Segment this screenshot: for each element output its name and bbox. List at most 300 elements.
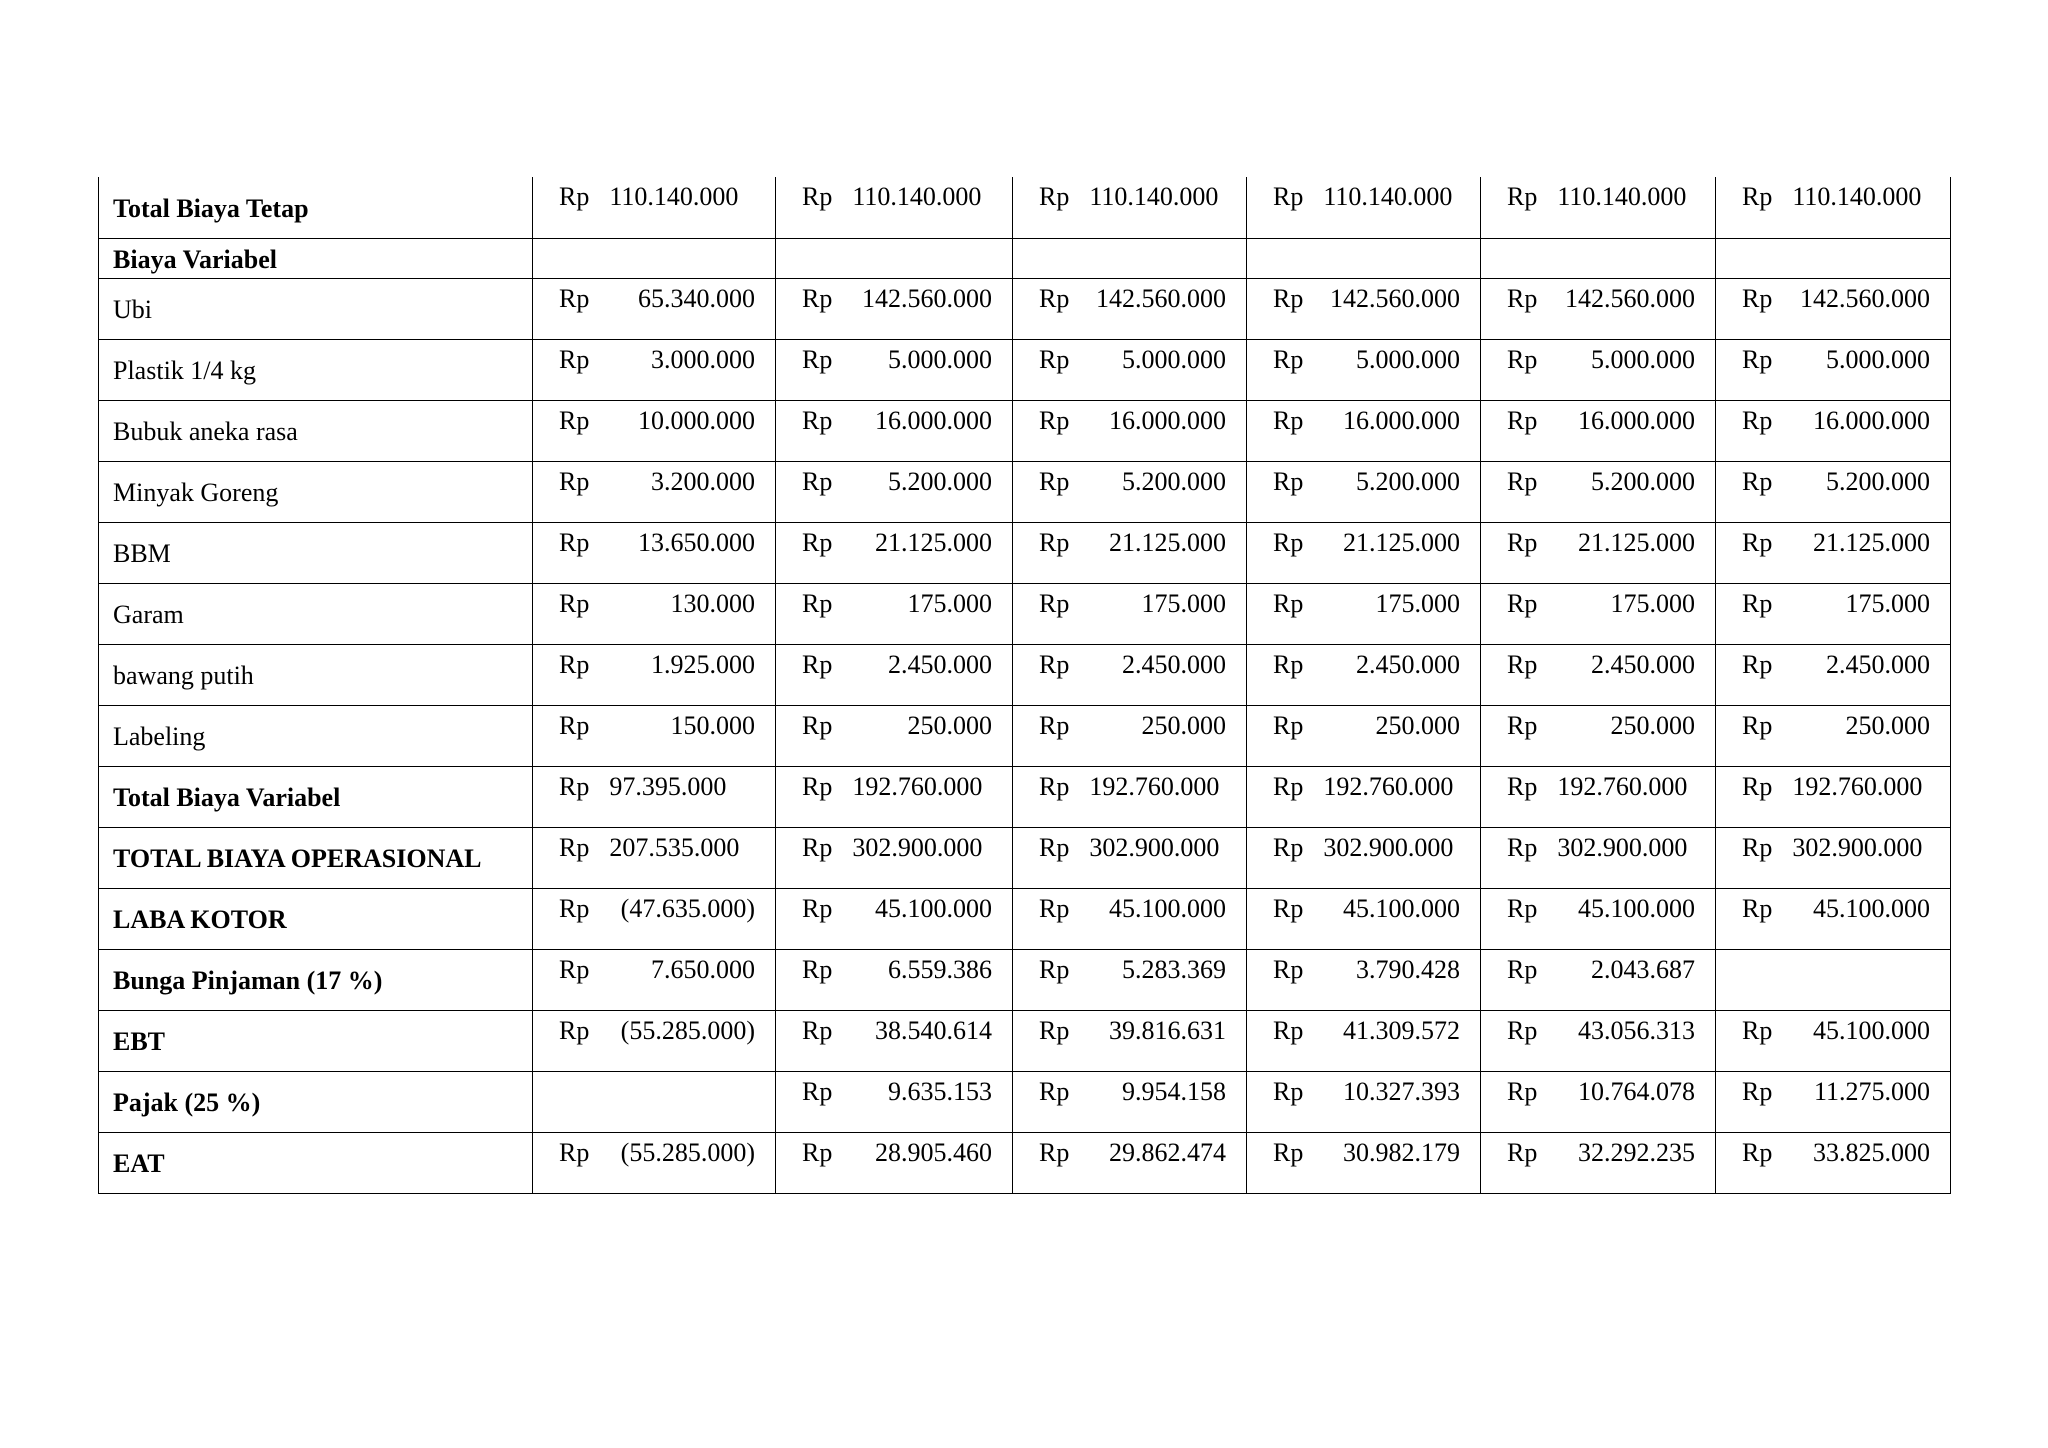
money-value xyxy=(1013,279,1246,312)
money-value xyxy=(1247,279,1480,312)
value-cell xyxy=(1481,400,1716,461)
currency-prefix: Rp xyxy=(1507,283,1538,313)
money-value xyxy=(1481,279,1715,312)
table-row xyxy=(99,705,1951,766)
money-value xyxy=(1013,645,1246,678)
currency-prefix: Rp xyxy=(802,649,833,679)
amount: 10.764.078 xyxy=(1578,1076,1695,1106)
money-value xyxy=(1247,889,1480,922)
money-value xyxy=(1716,828,1950,861)
amount: 110.140.000 xyxy=(852,182,982,211)
value-cell xyxy=(1481,1010,1716,1071)
money-value xyxy=(1481,706,1715,739)
row-label: Total Biaya Variabel xyxy=(99,766,533,827)
currency-prefix: Rp xyxy=(559,588,590,618)
amount: 5.000.000 xyxy=(1826,344,1930,374)
amount: 175.000 xyxy=(1845,588,1930,618)
amount: 28.905.460 xyxy=(875,1137,992,1167)
money-value xyxy=(1716,279,1950,312)
value-cell xyxy=(533,827,776,888)
currency-prefix: Rp xyxy=(1742,1076,1773,1106)
row-label: Bubuk aneka rasa xyxy=(99,400,533,461)
money-value xyxy=(1481,645,1715,678)
value-cell xyxy=(1481,339,1716,400)
amount: 2.450.000 xyxy=(888,649,992,679)
value-cell xyxy=(1013,522,1247,583)
value-cell xyxy=(1481,238,1716,278)
row-label: LABA KOTOR xyxy=(99,888,533,949)
money-value xyxy=(533,462,775,495)
money-value xyxy=(1247,177,1480,210)
value-cell xyxy=(1247,644,1481,705)
currency-prefix: Rp xyxy=(1273,1137,1304,1167)
value-cell xyxy=(1481,177,1716,238)
amount: 192.760.000 xyxy=(1323,771,1454,801)
currency-prefix: Rp xyxy=(802,405,833,435)
value-cell xyxy=(1013,949,1247,1010)
currency-prefix: Rp xyxy=(1742,283,1773,313)
amount: 207.535.000 xyxy=(609,832,740,862)
money-value xyxy=(1013,1072,1246,1105)
value-cell xyxy=(533,1132,776,1193)
amount: 250.000 xyxy=(1141,710,1226,740)
currency-prefix: Rp xyxy=(559,1015,590,1045)
money-value xyxy=(533,1133,775,1166)
value-cell xyxy=(1013,827,1247,888)
table-row xyxy=(99,177,1951,238)
row-label: Labeling xyxy=(99,705,533,766)
row-label: EBT xyxy=(99,1010,533,1071)
money-value xyxy=(1247,645,1480,678)
table-row xyxy=(99,1010,1951,1071)
currency-prefix: Rp xyxy=(1039,283,1070,313)
money-value xyxy=(1013,523,1246,556)
value-cell xyxy=(1013,644,1247,705)
value-cell xyxy=(533,400,776,461)
value-cell xyxy=(1716,177,1951,238)
money-value xyxy=(1013,767,1246,800)
amount: 33.825.000 xyxy=(1813,1137,1930,1167)
table-row xyxy=(99,949,1951,1010)
currency-prefix: Rp xyxy=(802,466,833,496)
table-row xyxy=(99,461,1951,522)
value-cell xyxy=(1247,827,1481,888)
value-cell xyxy=(1247,705,1481,766)
currency-prefix: Rp xyxy=(1742,893,1773,923)
money-value xyxy=(1716,1011,1950,1044)
amount: 250.000 xyxy=(1610,710,1695,740)
value-cell xyxy=(1247,1010,1481,1071)
money-value xyxy=(1716,177,1950,210)
value-cell xyxy=(1716,278,1951,339)
money-value xyxy=(1247,828,1480,861)
currency-prefix: Rp xyxy=(1273,344,1304,374)
money-value xyxy=(533,584,775,617)
value-cell xyxy=(776,888,1013,949)
amount: 21.125.000 xyxy=(1109,527,1226,557)
amount: 41.309.572 xyxy=(1343,1015,1460,1045)
money-value xyxy=(776,462,1012,495)
money-value xyxy=(533,1011,775,1044)
amount: 6.559.386 xyxy=(888,954,992,984)
value-cell xyxy=(776,583,1013,644)
currency-prefix: Rp xyxy=(559,1137,590,1167)
amount: 302.900.000 xyxy=(1323,832,1454,862)
currency-prefix: Rp xyxy=(559,649,590,679)
amount: (47.635.000) xyxy=(620,893,755,923)
currency-prefix: Rp xyxy=(1507,588,1538,618)
value-cell xyxy=(776,278,1013,339)
currency-prefix: Rp xyxy=(1273,182,1304,211)
value-cell xyxy=(776,461,1013,522)
amount: 150.000 xyxy=(670,710,755,740)
value-cell xyxy=(1481,461,1716,522)
value-cell xyxy=(776,1010,1013,1071)
currency-prefix: Rp xyxy=(1742,344,1773,374)
value-cell xyxy=(1013,705,1247,766)
row-label: EAT xyxy=(99,1132,533,1193)
money-value xyxy=(1247,1133,1480,1166)
amount: 16.000.000 xyxy=(875,405,992,435)
row-label: Total Biaya Tetap xyxy=(99,177,533,238)
currency-prefix: Rp xyxy=(1742,832,1773,862)
value-cell xyxy=(1247,888,1481,949)
amount: 65.340.000 xyxy=(638,283,755,313)
table-row xyxy=(99,766,1951,827)
money-value xyxy=(1013,177,1246,210)
value-cell xyxy=(533,644,776,705)
amount: 142.560.000 xyxy=(1096,283,1226,313)
amount: 13.650.000 xyxy=(638,527,755,557)
currency-prefix: Rp xyxy=(1273,771,1304,801)
money-value xyxy=(533,177,775,210)
currency-prefix: Rp xyxy=(1507,344,1538,374)
amount: 250.000 xyxy=(907,710,992,740)
currency-prefix: Rp xyxy=(559,283,590,313)
money-value xyxy=(1481,1133,1715,1166)
currency-prefix: Rp xyxy=(1507,466,1538,496)
currency-prefix: Rp xyxy=(1273,283,1304,313)
currency-prefix: Rp xyxy=(802,527,833,557)
currency-prefix: Rp xyxy=(1039,649,1070,679)
value-cell xyxy=(1013,766,1247,827)
value-cell xyxy=(1481,583,1716,644)
value-cell xyxy=(1247,766,1481,827)
amount: 21.125.000 xyxy=(1343,527,1460,557)
currency-prefix: Rp xyxy=(1039,344,1070,374)
amount: 5.200.000 xyxy=(1591,466,1695,496)
money-value xyxy=(1716,584,1950,617)
money-value xyxy=(776,950,1012,983)
money-value xyxy=(1481,950,1715,983)
money-value xyxy=(533,401,775,434)
amount: 302.900.000 xyxy=(852,832,983,862)
amount: 5.200.000 xyxy=(1122,466,1226,496)
value-cell xyxy=(1716,400,1951,461)
currency-prefix: Rp xyxy=(802,182,833,211)
value-cell xyxy=(1716,888,1951,949)
value-cell xyxy=(1247,339,1481,400)
currency-prefix: Rp xyxy=(559,466,590,496)
amount: 11.275.000 xyxy=(1813,1076,1930,1106)
amount: 175.000 xyxy=(1610,588,1695,618)
value-cell xyxy=(1013,177,1247,238)
value-cell xyxy=(776,705,1013,766)
amount: 1.925.000 xyxy=(651,649,755,679)
value-cell xyxy=(533,461,776,522)
currency-prefix: Rp xyxy=(1742,182,1773,211)
amount: 130.000 xyxy=(670,588,755,618)
amount: 45.100.000 xyxy=(1343,893,1460,923)
table-row xyxy=(99,522,1951,583)
amount: 45.100.000 xyxy=(1578,893,1695,923)
amount: (55.285.000) xyxy=(620,1015,755,1045)
money-value xyxy=(1013,401,1246,434)
currency-prefix: Rp xyxy=(1039,1137,1070,1167)
amount: 9.954.158 xyxy=(1122,1076,1226,1106)
currency-prefix: Rp xyxy=(1742,466,1773,496)
value-cell xyxy=(1716,238,1951,278)
value-cell xyxy=(1013,1132,1247,1193)
money-value xyxy=(776,584,1012,617)
money-value xyxy=(533,340,775,373)
money-value xyxy=(1716,889,1950,922)
amount: 175.000 xyxy=(1375,588,1460,618)
money-value xyxy=(776,279,1012,312)
amount: 5.000.000 xyxy=(1591,344,1695,374)
value-cell xyxy=(1247,177,1481,238)
currency-prefix: Rp xyxy=(802,1076,833,1106)
value-cell xyxy=(776,949,1013,1010)
currency-prefix: Rp xyxy=(1742,527,1773,557)
amount: 142.560.000 xyxy=(862,283,992,313)
money-value xyxy=(1481,584,1715,617)
amount: 192.760.000 xyxy=(1089,771,1220,801)
money-value xyxy=(1716,767,1950,800)
money-value xyxy=(1013,1133,1246,1166)
money-value xyxy=(1247,584,1480,617)
money-value xyxy=(1481,177,1715,210)
currency-prefix: Rp xyxy=(1742,588,1773,618)
row-label: Biaya Variabel xyxy=(99,238,533,278)
value-cell xyxy=(533,278,776,339)
amount: 21.125.000 xyxy=(1578,527,1695,557)
money-value xyxy=(1247,401,1480,434)
money-value xyxy=(1247,950,1480,983)
amount: 29.862.474 xyxy=(1109,1137,1226,1167)
value-cell xyxy=(1716,766,1951,827)
money-value xyxy=(1481,462,1715,495)
currency-prefix: Rp xyxy=(559,405,590,435)
value-cell xyxy=(1013,278,1247,339)
currency-prefix: Rp xyxy=(1742,1015,1773,1045)
currency-prefix: Rp xyxy=(1273,710,1304,740)
currency-prefix: Rp xyxy=(802,954,833,984)
currency-prefix: Rp xyxy=(1742,649,1773,679)
value-cell xyxy=(1716,705,1951,766)
amount: 39.816.631 xyxy=(1109,1015,1226,1045)
value-cell xyxy=(1481,644,1716,705)
money-value xyxy=(1481,340,1715,373)
money-value xyxy=(1013,462,1246,495)
money-value xyxy=(776,767,1012,800)
value-cell xyxy=(533,339,776,400)
money-value xyxy=(1481,828,1715,861)
financial-table-container xyxy=(98,177,1951,1194)
money-value xyxy=(533,950,775,983)
currency-prefix: Rp xyxy=(1273,527,1304,557)
currency-prefix: Rp xyxy=(1742,405,1773,435)
currency-prefix: Rp xyxy=(1273,1015,1304,1045)
value-cell xyxy=(1247,278,1481,339)
money-value xyxy=(1716,401,1950,434)
currency-prefix: Rp xyxy=(1273,1076,1304,1106)
currency-prefix: Rp xyxy=(802,771,833,801)
currency-prefix: Rp xyxy=(1039,771,1070,801)
money-value xyxy=(1716,340,1950,373)
amount: 16.000.000 xyxy=(1343,405,1460,435)
currency-prefix: Rp xyxy=(802,893,833,923)
currency-prefix: Rp xyxy=(1507,1137,1538,1167)
row-label: Minyak Goreng xyxy=(99,461,533,522)
value-cell xyxy=(776,1071,1013,1132)
amount: 142.560.000 xyxy=(1330,283,1460,313)
money-value xyxy=(1481,767,1715,800)
value-cell xyxy=(1013,1010,1247,1071)
value-cell xyxy=(1481,949,1716,1010)
value-cell xyxy=(1481,705,1716,766)
value-cell xyxy=(1481,766,1716,827)
value-cell xyxy=(1013,1071,1247,1132)
currency-prefix: Rp xyxy=(1507,649,1538,679)
row-label: TOTAL BIAYA OPERASIONAL xyxy=(99,827,533,888)
currency-prefix: Rp xyxy=(1273,588,1304,618)
value-cell xyxy=(533,177,776,238)
money-value xyxy=(1013,706,1246,739)
money-value xyxy=(1481,1011,1715,1044)
money-value xyxy=(1716,523,1950,556)
row-label: bawang putih xyxy=(99,644,533,705)
amount: 192.760.000 xyxy=(1557,771,1688,801)
currency-prefix: Rp xyxy=(1039,588,1070,618)
amount: 16.000.000 xyxy=(1813,405,1930,435)
amount: 21.125.000 xyxy=(1813,527,1930,557)
value-cell xyxy=(776,644,1013,705)
amount: (55.285.000) xyxy=(620,1137,755,1167)
amount: 21.125.000 xyxy=(875,527,992,557)
currency-prefix: Rp xyxy=(1039,893,1070,923)
amount: 9.635.153 xyxy=(888,1076,992,1106)
value-cell xyxy=(533,238,776,278)
amount: 5.000.000 xyxy=(1356,344,1460,374)
money-value xyxy=(1247,340,1480,373)
table-row xyxy=(99,888,1951,949)
value-cell xyxy=(1716,827,1951,888)
currency-prefix: Rp xyxy=(802,710,833,740)
currency-prefix: Rp xyxy=(1507,1015,1538,1045)
currency-prefix: Rp xyxy=(1273,954,1304,984)
currency-prefix: Rp xyxy=(1039,1076,1070,1106)
money-value xyxy=(1247,523,1480,556)
amount: 3.790.428 xyxy=(1356,954,1460,984)
amount: 45.100.000 xyxy=(1813,1015,1930,1045)
row-label: Garam xyxy=(99,583,533,644)
money-value xyxy=(1716,645,1950,678)
money-value xyxy=(776,401,1012,434)
money-value xyxy=(533,279,775,312)
currency-prefix: Rp xyxy=(1507,405,1538,435)
currency-prefix: Rp xyxy=(1039,710,1070,740)
money-value xyxy=(1716,1133,1950,1166)
currency-prefix: Rp xyxy=(802,1137,833,1167)
money-value xyxy=(776,889,1012,922)
money-value xyxy=(776,645,1012,678)
currency-prefix: Rp xyxy=(559,344,590,374)
currency-prefix: Rp xyxy=(1507,954,1538,984)
amount: 7.650.000 xyxy=(651,954,755,984)
amount: 302.900.000 xyxy=(1089,832,1220,862)
value-cell xyxy=(776,522,1013,583)
table-row xyxy=(99,827,1951,888)
currency-prefix: Rp xyxy=(1039,954,1070,984)
value-cell xyxy=(776,177,1013,238)
amount: 45.100.000 xyxy=(875,893,992,923)
money-value xyxy=(1013,889,1246,922)
table-row xyxy=(99,1132,1951,1193)
value-cell xyxy=(1013,888,1247,949)
currency-prefix: Rp xyxy=(1039,832,1070,862)
currency-prefix: Rp xyxy=(559,771,590,801)
currency-prefix: Rp xyxy=(1273,405,1304,435)
amount: 10.327.393 xyxy=(1343,1076,1460,1106)
value-cell xyxy=(1247,461,1481,522)
currency-prefix: Rp xyxy=(559,832,590,862)
amount: 175.000 xyxy=(907,588,992,618)
amount: 2.450.000 xyxy=(1356,649,1460,679)
table-row xyxy=(99,238,1951,278)
currency-prefix: Rp xyxy=(559,710,590,740)
value-cell xyxy=(1247,400,1481,461)
money-value xyxy=(533,828,775,861)
amount: 175.000 xyxy=(1141,588,1226,618)
money-value xyxy=(776,177,1012,210)
currency-prefix: Rp xyxy=(1742,710,1773,740)
value-cell xyxy=(1013,461,1247,522)
value-cell xyxy=(1481,888,1716,949)
amount: 43.056.313 xyxy=(1578,1015,1695,1045)
currency-prefix: Rp xyxy=(1742,771,1773,801)
row-label: Bunga Pinjaman (17 %) xyxy=(99,949,533,1010)
value-cell xyxy=(1013,583,1247,644)
row-label: Ubi xyxy=(99,278,533,339)
amount: 2.450.000 xyxy=(1826,649,1930,679)
row-label: Plastik 1/4 kg xyxy=(99,339,533,400)
money-value xyxy=(776,706,1012,739)
currency-prefix: Rp xyxy=(802,588,833,618)
currency-prefix: Rp xyxy=(1039,182,1070,211)
amount: 110.140.000 xyxy=(1089,182,1219,211)
currency-prefix: Rp xyxy=(802,283,833,313)
value-cell xyxy=(776,1132,1013,1193)
value-cell xyxy=(1013,339,1247,400)
currency-prefix: Rp xyxy=(802,344,833,374)
currency-prefix: Rp xyxy=(1507,527,1538,557)
money-value xyxy=(776,1011,1012,1044)
value-cell xyxy=(1481,1071,1716,1132)
currency-prefix: Rp xyxy=(1039,1015,1070,1045)
currency-prefix: Rp xyxy=(1507,771,1538,801)
money-value xyxy=(1013,584,1246,617)
